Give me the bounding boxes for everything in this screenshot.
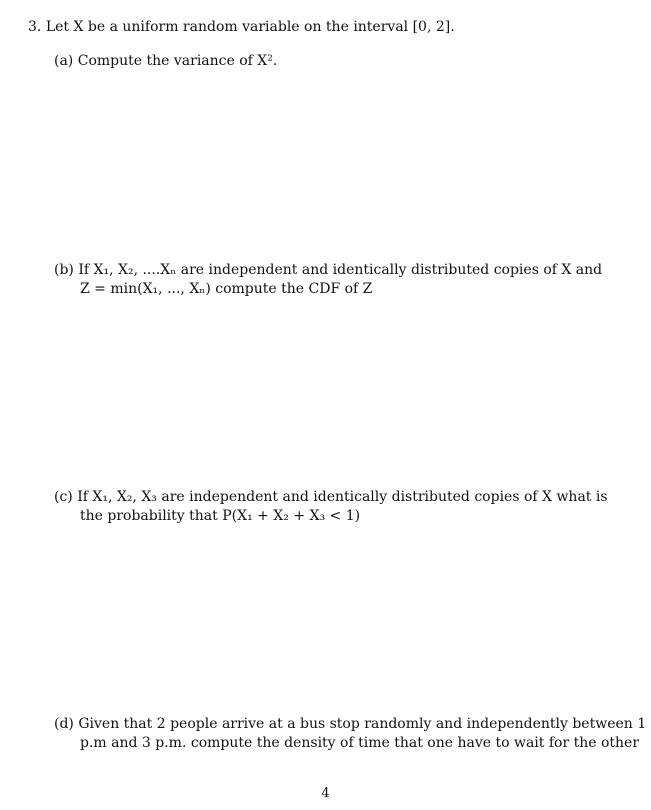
part-c-continuation bbox=[80, 507, 360, 525]
question-number: 3. bbox=[28, 19, 42, 35]
part-c bbox=[54, 488, 608, 506]
part-a-label: (a) bbox=[54, 53, 74, 69]
question-text: Let X be a uniform random variable on the interval [0, 2]. bbox=[45, 19, 455, 35]
part-d bbox=[54, 715, 646, 733]
part-b-line-2: Z = min(X₁, ..., Xₙ) compute the CDF of Z bbox=[80, 281, 373, 297]
part-b-label: (b) bbox=[54, 262, 74, 278]
part-c-line-2: the probability that P(X₁ + X₂ + X₃ < 1) bbox=[80, 508, 361, 524]
part-d-label: (d) bbox=[54, 716, 74, 732]
part-d-continuation bbox=[80, 734, 639, 752]
question-3-stem bbox=[28, 18, 455, 36]
part-c-line-1: If X₁, X₂, X₃ are independent and identically distributed copies of X what is bbox=[77, 489, 608, 505]
part-c-label: (c) bbox=[54, 489, 73, 505]
part-d-line-2: p.m and 3 p.m. compute the density of time that one have to wait for the other bbox=[80, 735, 640, 751]
part-a bbox=[54, 52, 277, 70]
part-b-line-1: If X₁, X₂, ....Xₙ are independent and identically distributed copies of X and bbox=[78, 262, 603, 278]
part-a-line-1: Compute the variance of X². bbox=[77, 53, 278, 69]
page-number: 4 bbox=[321, 786, 330, 801]
part-d-line-1: Given that 2 people arrive at a bus stop randomly and independently between 1 bbox=[78, 716, 647, 732]
part-b bbox=[54, 261, 602, 279]
part-b-continuation bbox=[80, 280, 372, 298]
